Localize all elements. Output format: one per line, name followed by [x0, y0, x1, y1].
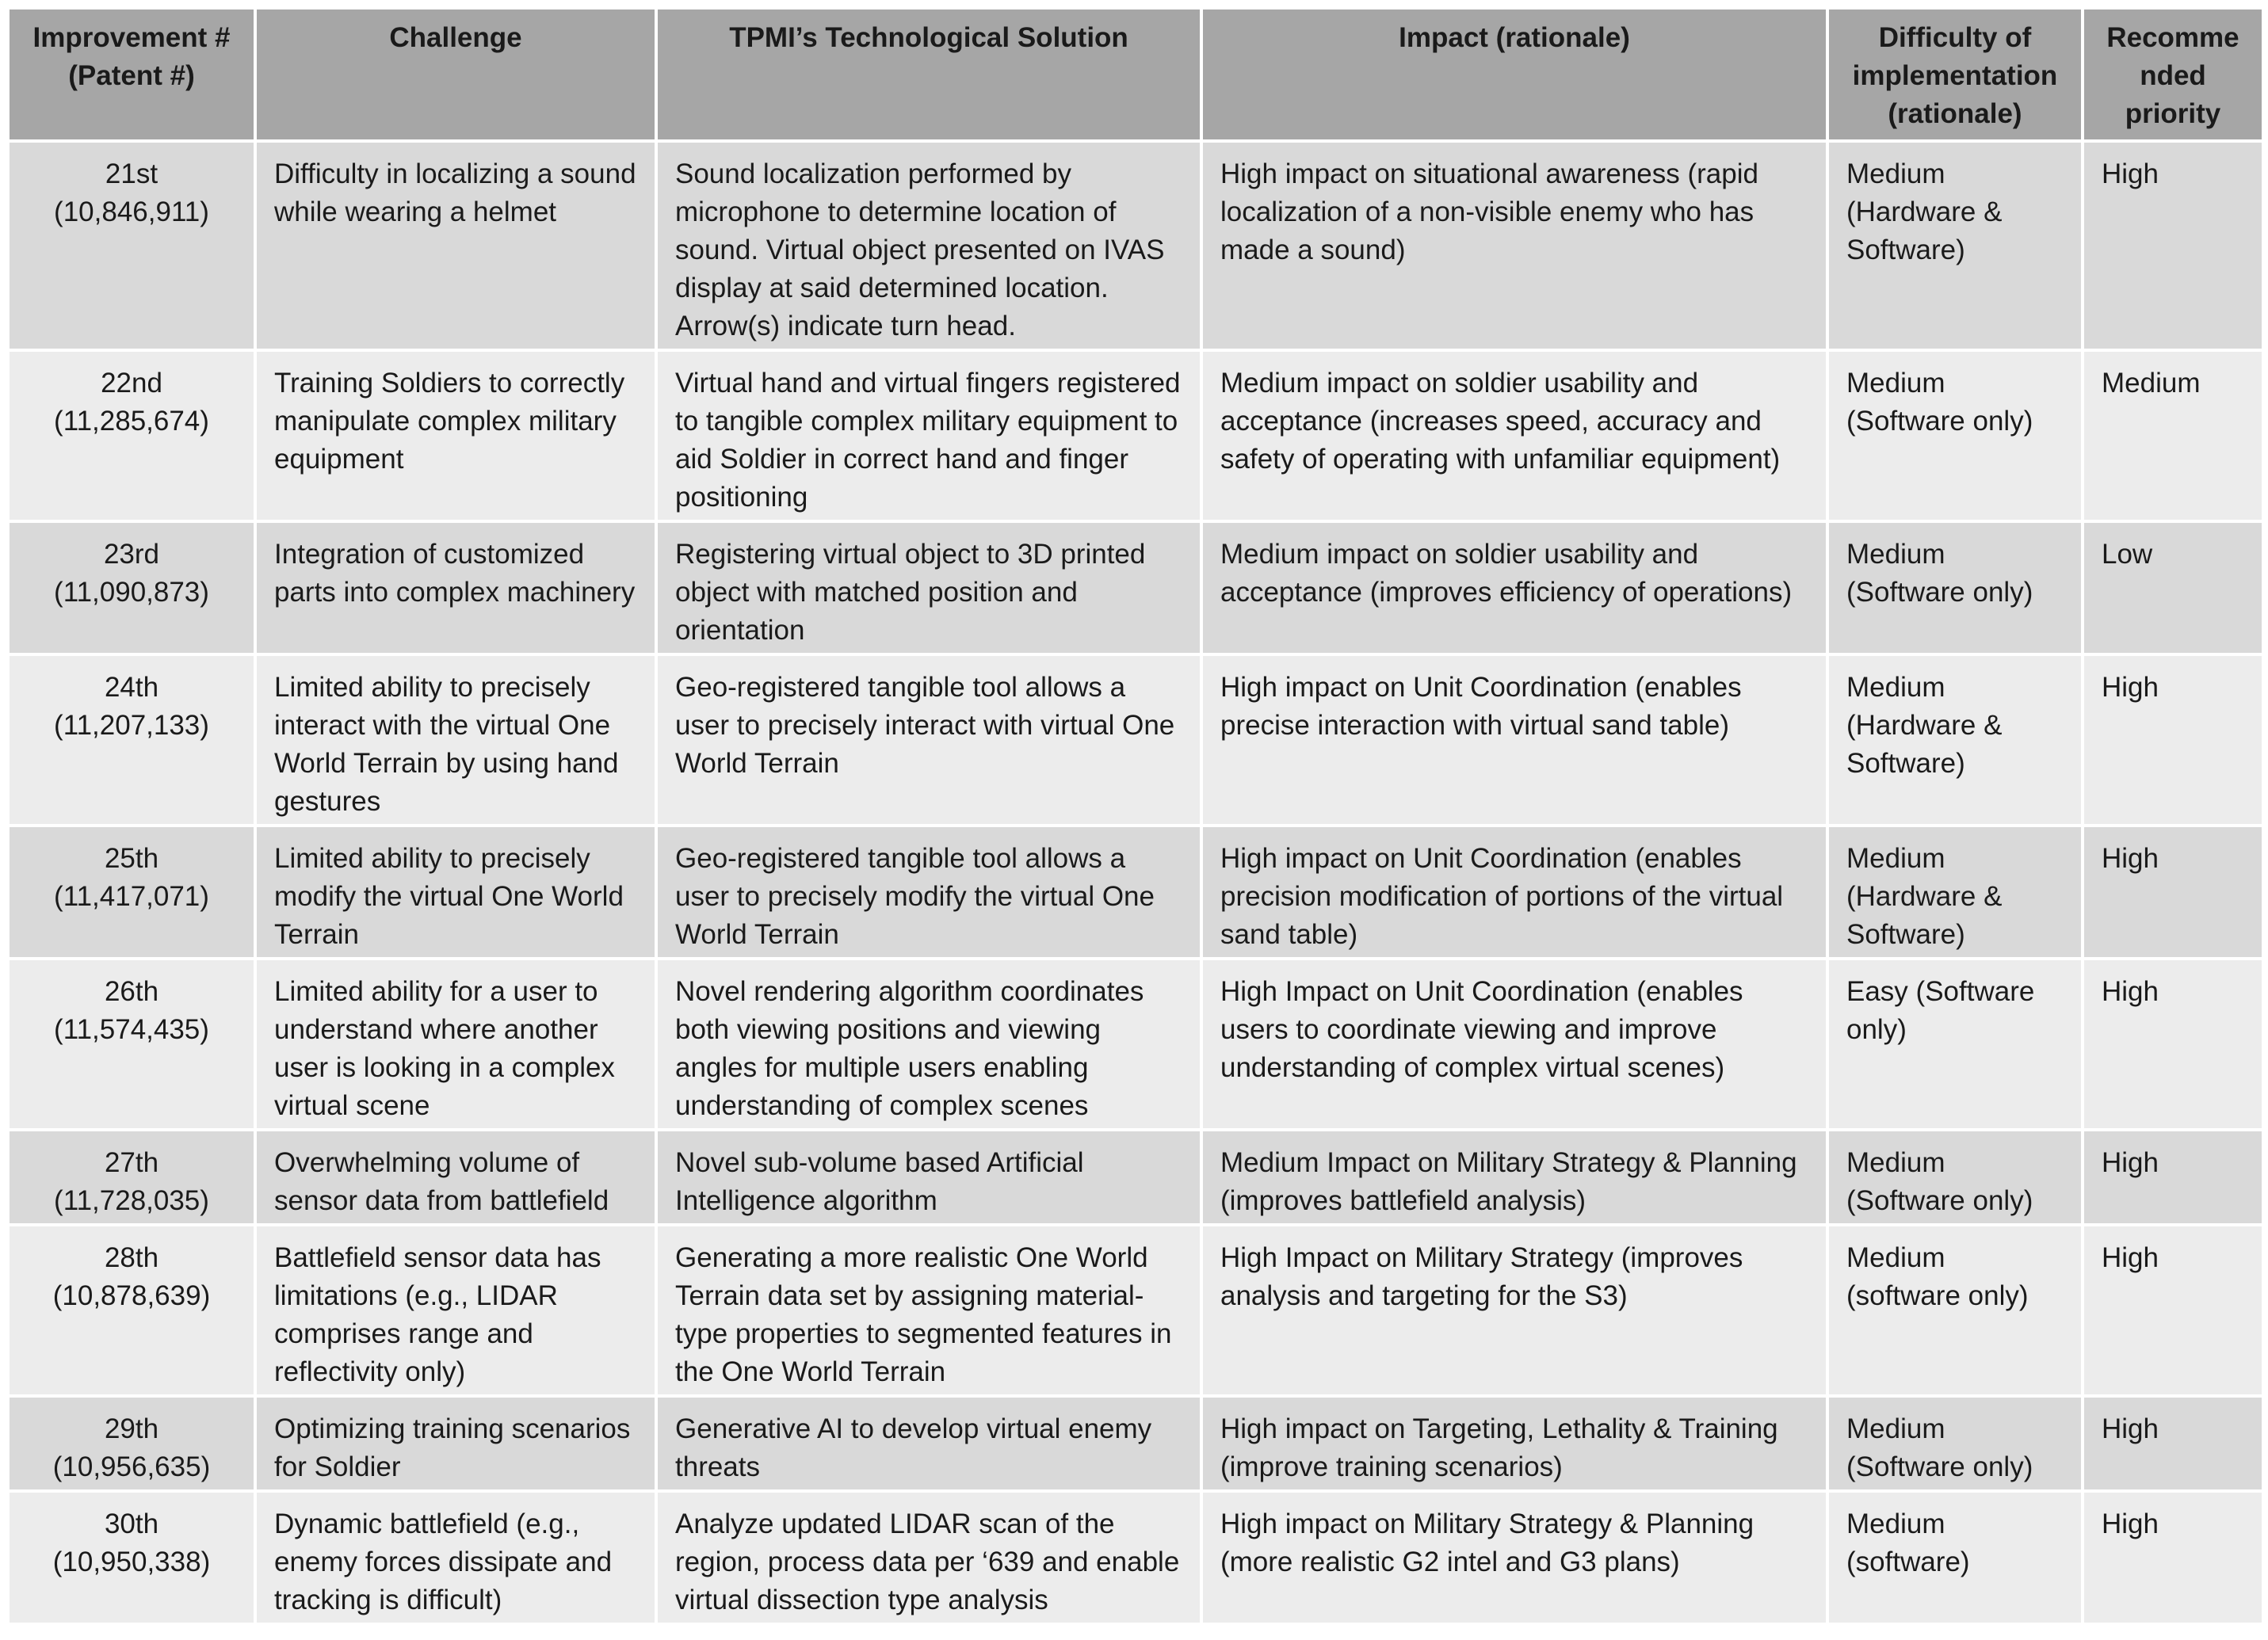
challenge-cell: Optimizing training scenarios for Soldier — [255, 1396, 656, 1491]
improvement-number: 21st — [105, 158, 158, 189]
challenge-cell: Limited ability for a user to understand where another user is looking in a complex virtual scene — [255, 959, 656, 1130]
priority-cell: High — [2083, 1130, 2263, 1225]
patent-number: (10,878,639) — [52, 1280, 211, 1311]
improvement-number: 25th — [104, 843, 159, 874]
patent-number: (11,285,674) — [54, 406, 209, 437]
table-row — [8, 1130, 2263, 1225]
col-header-impact: Impact (rationale) — [1201, 8, 1827, 141]
table-row — [8, 959, 2263, 1130]
solution-cell: Novel sub-volume based Artificial Intelligence algorithm — [656, 1130, 1201, 1225]
priority-cell: High — [2083, 1491, 2263, 1624]
priority-cell: High — [2083, 654, 2263, 826]
challenge-cell: Overwhelming volume of sensor data from battlefield — [255, 1130, 656, 1225]
improvement-number: 23rd — [103, 539, 160, 570]
improvement-number: 27th — [104, 1147, 159, 1178]
table-row — [8, 1225, 2263, 1396]
impact-cell: Medium impact on soldier usability and acceptance (increases speed, accuracy and safety of operating with unfamiliar equipment) — [1201, 350, 1827, 521]
col-header-priority: Recomme nded priority — [2083, 8, 2263, 141]
improvement-number: 29th — [104, 1413, 159, 1444]
priority-cell: High — [2083, 959, 2263, 1130]
solution-cell: Geo-registered tangible tool allows a user to precisely modify the virtual One World Terrain — [656, 826, 1201, 959]
col-header-improvement: Improvement # (Patent #) — [8, 8, 255, 141]
priority-cell: High — [2083, 1225, 2263, 1396]
improvement-cell — [8, 1225, 255, 1396]
priority-cell: High — [2083, 826, 2263, 959]
difficulty-cell: Medium (Hardware & Software) — [1827, 826, 2083, 959]
difficulty-cell: Medium (Software only) — [1827, 1396, 2083, 1491]
improvement-cell — [8, 350, 255, 521]
solution-cell: Generative AI to develop virtual enemy threats — [656, 1396, 1201, 1491]
improvement-cell — [8, 1396, 255, 1491]
improvement-number: 24th — [104, 672, 159, 703]
improvement-number: 26th — [104, 976, 159, 1007]
table-row — [8, 654, 2263, 826]
improvement-cell — [8, 959, 255, 1130]
impact-cell: High Impact on Military Strategy (improves analysis and targeting for the S3) — [1201, 1225, 1827, 1396]
impact-cell: High impact on Unit Coordination (enables precision modification of portions of the virtual sand table) — [1201, 826, 1827, 959]
difficulty-cell: Easy (Software only) — [1827, 959, 2083, 1130]
impact-cell: High Impact on Unit Coordination (enables users to coordinate viewing and improve understanding of complex virtual scenes) — [1201, 959, 1827, 1130]
impact-cell: High impact on Military Strategy & Planning (more realistic G2 intel and G3 plans) — [1201, 1491, 1827, 1624]
improvement-cell — [8, 654, 255, 826]
col-header-solution: TPMI’s Technological Solution — [656, 8, 1201, 141]
difficulty-cell: Medium (software) — [1827, 1491, 2083, 1624]
difficulty-cell: Medium (Hardware & Software) — [1827, 654, 2083, 826]
priority-cell: Low — [2083, 521, 2263, 654]
challenge-cell: Dynamic battlefield (e.g., enemy forces dissipate and tracking is difficult) — [255, 1491, 656, 1624]
challenge-cell: Difficulty in localizing a sound while wearing a helmet — [255, 141, 656, 350]
col-header-difficulty: Difficulty of implementation (rationale) — [1827, 8, 2083, 141]
table-row — [8, 141, 2263, 350]
patent-number: (11,207,133) — [54, 710, 209, 741]
improvement-cell — [8, 1491, 255, 1624]
patent-number: (11,417,071) — [54, 881, 209, 912]
impact-cell: Medium Impact on Military Strategy & Planning (improves battlefield analysis) — [1201, 1130, 1827, 1225]
solution-cell: Analyze updated LIDAR scan of the region, process data per ‘639 and enable virtual dissection type analysis — [656, 1491, 1201, 1624]
solution-cell: Novel rendering algorithm coordinates both viewing positions and viewing angles for multiple users enabling understanding of complex scenes — [656, 959, 1201, 1130]
improvement-number: 22nd — [101, 368, 162, 399]
table-row — [8, 1396, 2263, 1491]
table-row — [8, 1491, 2263, 1624]
difficulty-cell: Medium (Hardware & Software) — [1827, 141, 2083, 350]
challenge-cell: Limited ability to precisely modify the virtual One World Terrain — [255, 826, 656, 959]
solution-cell: Geo-registered tangible tool allows a user to precisely interact with virtual One World Terrain — [656, 654, 1201, 826]
patent-number: (11,090,873) — [54, 577, 209, 608]
patent-number: (11,574,435) — [54, 1014, 209, 1045]
priority-cell: High — [2083, 141, 2263, 350]
difficulty-cell: Medium (Software only) — [1827, 1130, 2083, 1225]
solution-cell: Generating a more realistic One World Terrain data set by assigning material-type properties to segmented features in the One World Terrain — [656, 1225, 1201, 1396]
challenge-cell: Integration of customized parts into complex machinery — [255, 521, 656, 654]
difficulty-cell: Medium (Software only) — [1827, 521, 2083, 654]
patent-number: (10,846,911) — [54, 196, 209, 227]
table-row — [8, 350, 2263, 521]
table-row — [8, 521, 2263, 654]
improvements-table — [6, 6, 2265, 1626]
table-row — [8, 826, 2263, 959]
solution-cell: Sound localization performed by microphone to determine location of sound. Virtual object presented on IVAS display at said determined location. Arrow(s) indicate turn head. — [656, 141, 1201, 350]
patent-number: (10,956,635) — [52, 1451, 211, 1482]
improvement-cell — [8, 826, 255, 959]
improvement-cell — [8, 141, 255, 350]
col-header-challenge: Challenge — [255, 8, 656, 141]
challenge-cell: Training Soldiers to correctly manipulate complex military equipment — [255, 350, 656, 521]
impact-cell: High impact on Unit Coordination (enables precise interaction with virtual sand table) — [1201, 654, 1827, 826]
priority-cell: High — [2083, 1396, 2263, 1491]
improvement-number: 28th — [104, 1242, 159, 1273]
patent-number: (11,728,035) — [54, 1185, 209, 1216]
improvement-cell — [8, 521, 255, 654]
difficulty-cell: Medium (Software only) — [1827, 350, 2083, 521]
impact-cell: High impact on Targeting, Lethality & Training (improve training scenarios) — [1201, 1396, 1827, 1491]
challenge-cell: Battlefield sensor data has limitations (e.g., LIDAR comprises range and reflectivity only) — [255, 1225, 656, 1396]
solution-cell: Registering virtual object to 3D printed object with matched position and orientation — [656, 521, 1201, 654]
solution-cell: Virtual hand and virtual fingers registered to tangible complex military equipment to aid Soldier in correct hand and finger positioning — [656, 350, 1201, 521]
impact-cell: High impact on situational awareness (rapid localization of a non-visible enemy who has made a sound) — [1201, 141, 1827, 350]
priority-cell: Medium — [2083, 350, 2263, 521]
improvement-number: 30th — [104, 1508, 159, 1539]
difficulty-cell: Medium (software only) — [1827, 1225, 2083, 1396]
improvement-cell — [8, 1130, 255, 1225]
patent-number: (10,950,338) — [52, 1547, 211, 1577]
challenge-cell: Limited ability to precisely interact with the virtual One World Terrain by using hand gestures — [255, 654, 656, 826]
impact-cell: Medium impact on soldier usability and acceptance (improves efficiency of operations) — [1201, 521, 1827, 654]
header-row — [8, 8, 2263, 141]
